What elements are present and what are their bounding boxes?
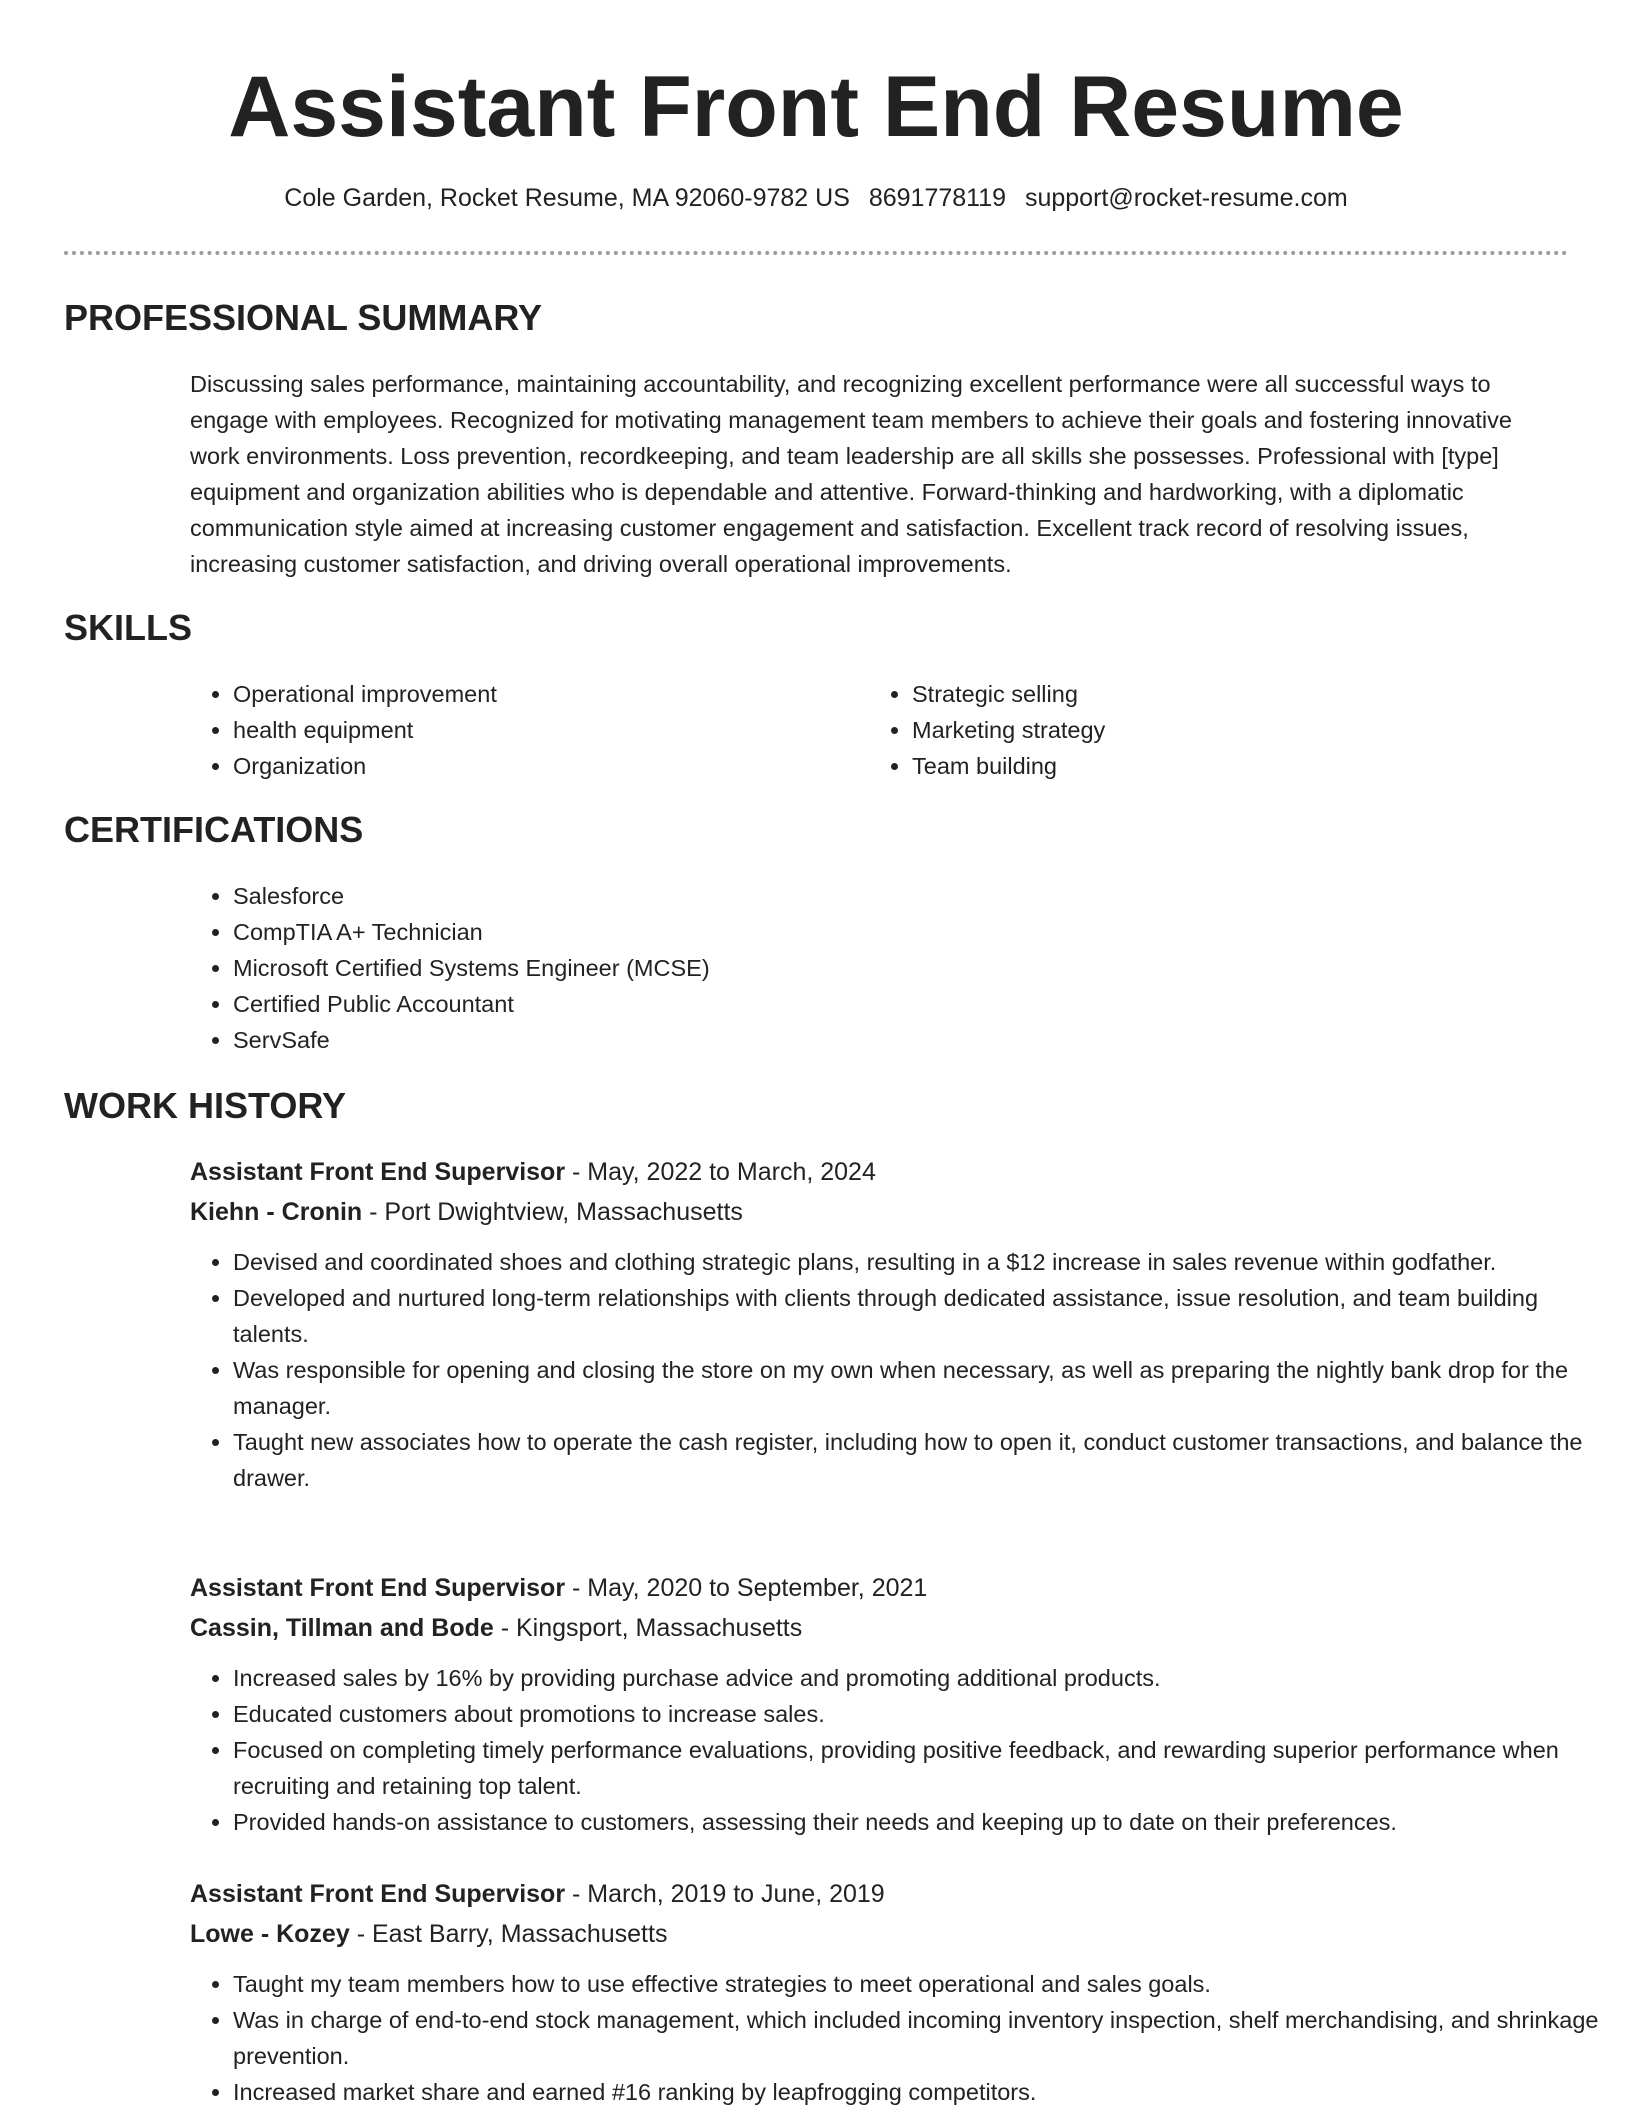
- job-company-line: [190, 1192, 1570, 1232]
- skill-item: • Operational improvement: [233, 676, 497, 712]
- contact-info: [0, 178, 1632, 218]
- job-bullet: • Focused on completing timely performance evaluations, providing positive feedback, and rewarding superior performance when recruiting and retaining top talent.: [233, 1732, 1613, 1804]
- job-company-line: [190, 1608, 1570, 1648]
- job-dates: - March, 2019 to June, 2019: [565, 1880, 885, 1908]
- skills-column-left: [189, 676, 497, 784]
- job-title-line: [190, 1568, 1570, 1608]
- job-title: Assistant Front End Supervisor: [190, 1880, 566, 1908]
- job-bullet: • Increased market share and earned #16 ranking by leapfrogging competitors.: [233, 2074, 1613, 2110]
- job-location: - Port Dwightview, Massachusetts: [362, 1198, 743, 1226]
- job-location: - East Barry, Massachusetts: [349, 1920, 668, 1948]
- job-bullet: • Devised and coordinated shoes and clothing strategic plans, resulting in a $12 increase in sales revenue within godfather.: [233, 1244, 1613, 1280]
- job-bullet: • Taught my team members how to use effective strategies to meet operational and sales goals.: [233, 1966, 1613, 2002]
- work-history-heading: WORK HISTORY: [64, 1085, 347, 1126]
- certifications-list: [189, 878, 710, 1058]
- job-title-line: [190, 1152, 1570, 1192]
- job-company-line: [190, 1914, 1570, 1954]
- contact-phone: 8691778119: [868, 184, 1007, 212]
- job-title: Assistant Front End Supervisor: [190, 1574, 566, 1602]
- job-bullet: • Educated customers about promotions to increase sales.: [233, 1696, 1613, 1732]
- summary-text: Discussing sales performance, maintaining accountability, and recognizing excellent performance were all successful ways to engage with employees. Recognized for motivating management team members to achieve their goals and fostering innovative work environments. Loss prevention, recordkeeping, and team leadership are all skills she possesses. Professional with [type] equipment and organization abilities who is dependable and attentive. Forward-thinking and hardworking, with a diplomatic communication style aimed at increasing customer engagement and satisfaction. Excellent track record of resolving issues, increasing customer satisfaction, and driving overall operational improvements.: [190, 371, 1512, 577]
- job-company: Cassin, Tillman and Bode: [190, 1614, 494, 1642]
- certification-item: • ServSafe: [233, 1022, 710, 1058]
- skill-item: • health equipment: [233, 712, 497, 748]
- job-bullet: • Developed and nurtured long-term relationships with clients through dedicated assistance, issue resolution, and team building talents.: [233, 1280, 1613, 1352]
- skills-column-right: [868, 676, 1105, 784]
- skill-item: • Team building: [912, 748, 1105, 784]
- job-bullets: [189, 1966, 1613, 2110]
- job-entry: [190, 1568, 1570, 1840]
- job-title: Assistant Front End Supervisor: [190, 1158, 566, 1186]
- header-divider: [64, 251, 1568, 255]
- certification-item: • Salesforce: [233, 878, 710, 914]
- job-bullets: [189, 1660, 1613, 1840]
- job-bullet: • Provided hands-on assistance to customers, assessing their needs and keeping up to date on their preferences.: [233, 1804, 1613, 1840]
- job-company: Lowe - Kozey: [190, 1920, 350, 1948]
- certification-item: • Microsoft Certified Systems Engineer (MCSE): [233, 950, 710, 986]
- certifications-heading: CERTIFICATIONS: [64, 809, 364, 850]
- skill-item: • Organization: [233, 748, 497, 784]
- job-bullet: • Was responsible for opening and closing the store on my own when necessary, as well as preparing the nightly bank drop for the manager.: [233, 1352, 1613, 1424]
- certification-item: • CompTIA A+ Technician: [233, 914, 710, 950]
- contact-email: support@rocket-resume.com: [1024, 184, 1348, 212]
- skill-item: • Strategic selling: [912, 676, 1105, 712]
- job-bullet: • Increased sales by 16% by providing purchase advice and promoting additional products.: [233, 1660, 1613, 1696]
- skills-heading: SKILLS: [64, 607, 193, 648]
- job-bullet: • Taught new associates how to operate the cash register, including how to open it, conduct customer transactions, and balance the drawer.: [233, 1424, 1613, 1496]
- resume-title: Assistant Front End Resume: [228, 59, 1404, 155]
- job-company: Kiehn - Cronin: [190, 1198, 363, 1226]
- summary-heading: PROFESSIONAL SUMMARY: [64, 297, 543, 338]
- job-bullet: • Was in charge of end-to-end stock management, which included incoming inventory inspection, shelf merchandising, and shrinkage prevention.: [233, 2002, 1613, 2074]
- job-dates: - May, 2020 to September, 2021: [565, 1574, 928, 1602]
- job-entry: [190, 1874, 1599, 2110]
- job-dates: - May, 2022 to March, 2024: [565, 1158, 876, 1186]
- skill-item: • Marketing strategy: [912, 712, 1105, 748]
- job-bullets: [189, 1244, 1613, 1496]
- contact-address: Cole Garden, Rocket Resume, MA 92060-9782 US: [284, 184, 850, 212]
- certification-item: • Certified Public Accountant: [233, 986, 710, 1022]
- job-title-line: [190, 1874, 1570, 1914]
- job-location: - Kingsport, Massachusetts: [493, 1614, 803, 1642]
- job-entry: [190, 1152, 1583, 1496]
